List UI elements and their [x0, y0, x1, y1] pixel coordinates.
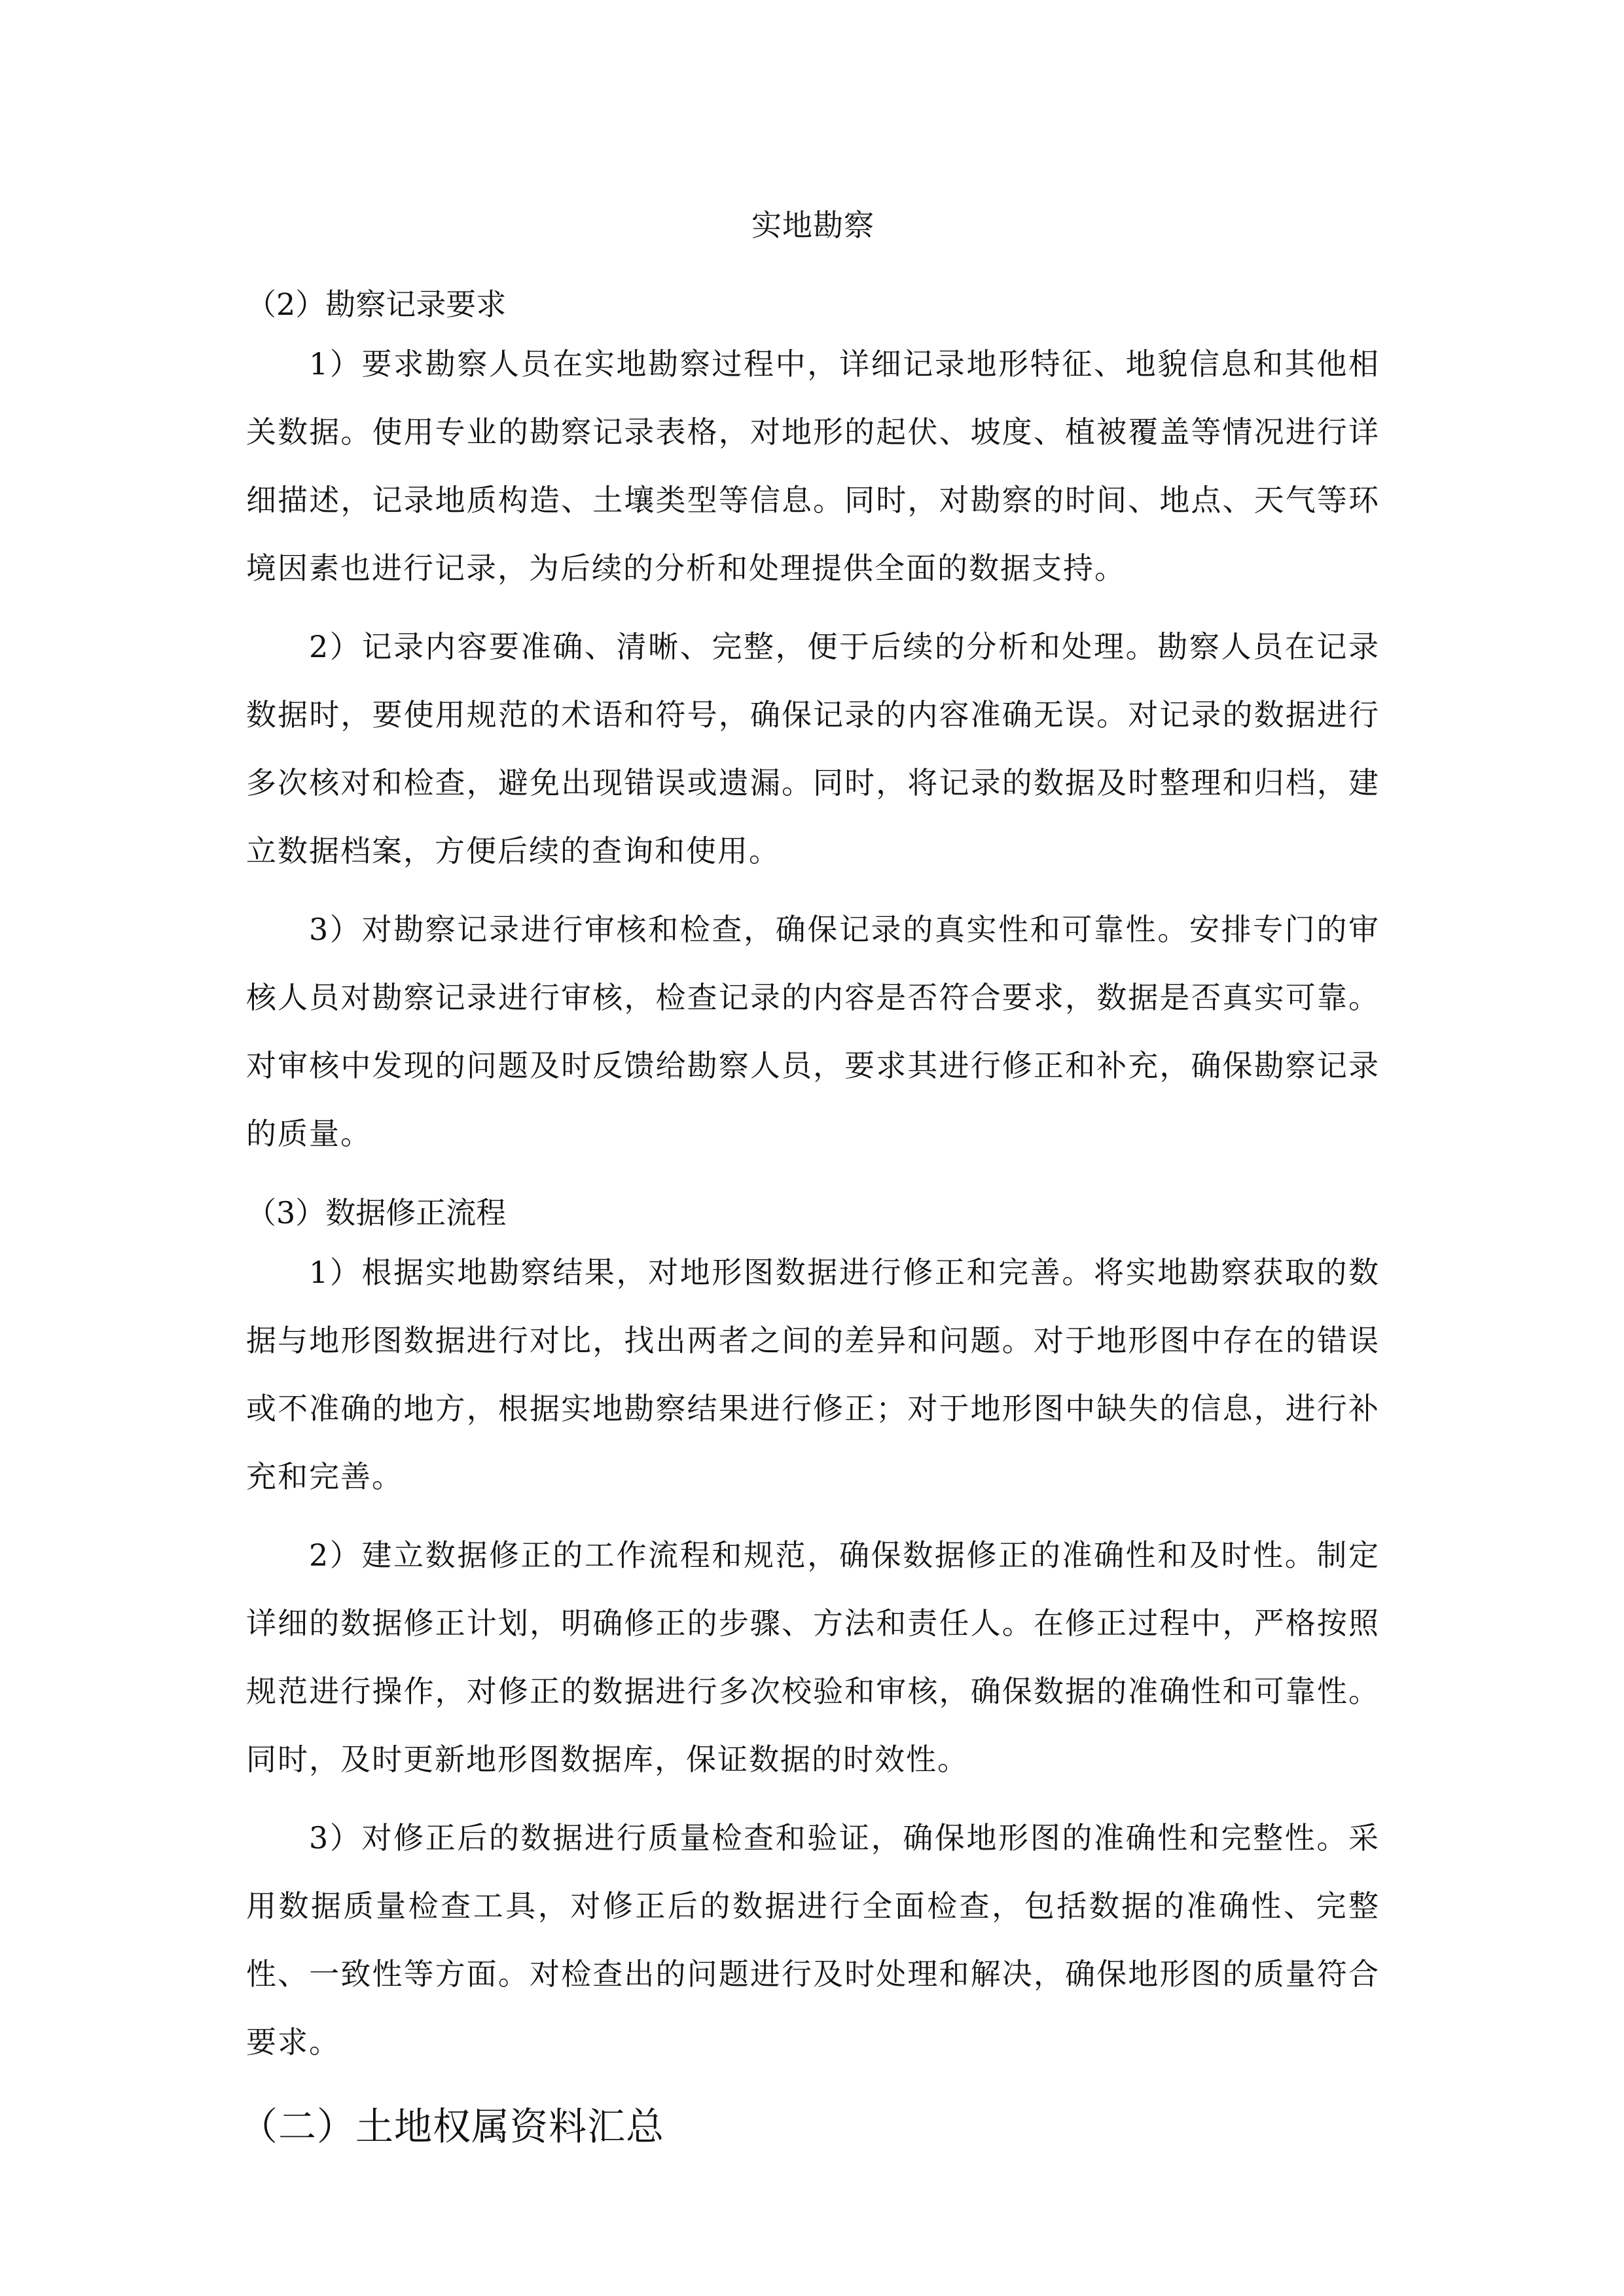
section-heading-survey-records: （2）勘察记录要求 [246, 287, 507, 322]
paragraph: 2）记录内容要准确、清晰、完整，便于后续的分析和处理。勘察人员在记录数据时，要使用规范的术语和符号，确保记录的内容准确无误。对记录的数据进行多次核对和检查，避免出现错误或遗漏。同时，将记录的数据及时整理和归档，建立数据档案，方便后续的查询和使用。 [246, 629, 1380, 869]
paragraph: 1）要求勘察人员在实地勘察过程中，详细记录地形特征、地貌信息和其他相关数据。使用专业的勘察记录表格，对地形的起伏、坡度、植被覆盖等情况进行详细描述，记录地质构造、土壤类型等信息。同时，对勘察的时间、地点、天气等环境因素也进行记录，为后续的分析和处理提供全面的数据支持。 [246, 346, 1380, 586]
paragraph: 3）对修正后的数据进行质量检查和验证，确保地形图的准确性和完整性。采用数据质量检查工具，对修正后的数据进行全面检查，包括数据的准确性、完整性、一致性等方面。对检查出的问题进行及时处理和解决，确保地形图的质量符合要求。 [246, 1820, 1380, 2060]
paragraph: 2）建立数据修正的工作流程和规范，确保数据修正的准确性和及时性。制定详细的数据修正计划，明确修正的步骤、方法和责任人。在修正过程中，严格按照规范进行操作，对修正的数据进行多次校验和审核，确保数据的准确性和可靠性。同时，及时更新地形图数据库，保证数据的时效性。 [246, 1537, 1380, 1777]
paragraph: 1）根据实地勘察结果，对地形图数据进行修正和完善。将实地勘察获取的数据与地形图数据进行对比，找出两者之间的差异和问题。对于地形图中存在的错误或不准确的地方，根据实地勘察结果进行修正；对于地形图中缺失的信息，进行补充和完善。 [246, 1255, 1380, 1494]
section-heading-land-ownership: （二）土地权属资料汇总 [240, 2104, 665, 2149]
section-heading-data-correction: （3）数据修正流程 [246, 1195, 507, 1230]
paragraph: 3）对勘察记录进行审核和检查，确保记录的真实性和可靠性。安排专门的审核人员对勘察记录进行审核，检查记录的内容是否符合要求，数据是否真实可靠。对审核中发现的问题及时反馈给勘察人员，要求其进行修正和补充，确保勘察记录的质量。 [246, 912, 1380, 1151]
document-title: 实地勘察 [751, 207, 875, 243]
document-body [240, 196, 1380, 2162]
